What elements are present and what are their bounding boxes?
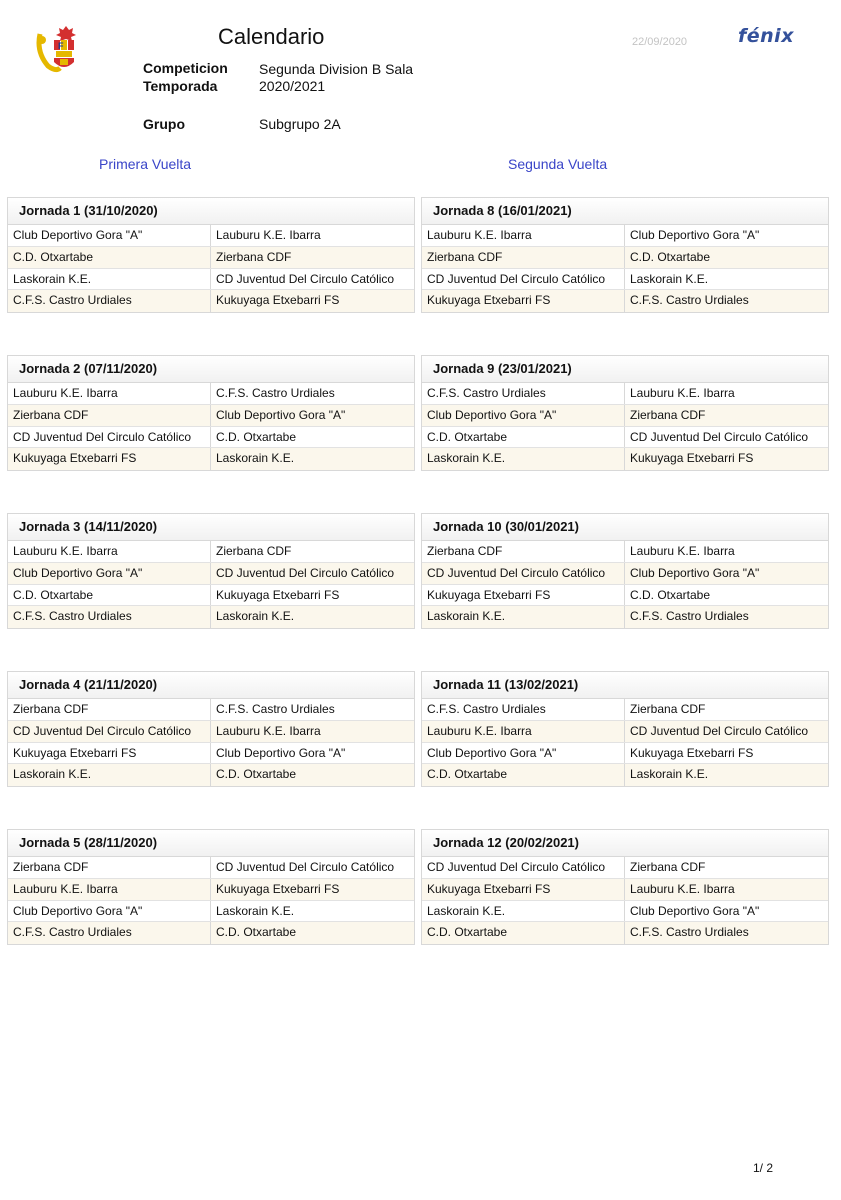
away-team: Lauburu K.E. Ibarra [630, 881, 735, 896]
away-team: C.F.S. Castro Urdiales [216, 386, 335, 400]
home-team: CD Juventud Del Circulo Católico [422, 857, 625, 878]
jornada-title: Jornada 12 (20/02/2021) [422, 830, 828, 857]
segunda-vuelta-heading: Segunda Vuelta [508, 156, 608, 172]
jornada-title: Jornada 1 (31/10/2020) [8, 198, 414, 225]
match-row [422, 585, 828, 607]
home-team: Zierbana CDF [422, 541, 625, 562]
print-date: 22/09/2020 [632, 36, 688, 48]
away-team: Zierbana CDF [216, 544, 292, 558]
temporada-label: Temporada [143, 78, 218, 94]
match-row [8, 857, 414, 879]
grupo-value: Subgrupo 2A [259, 116, 341, 132]
away-team: Lauburu K.E. Ibarra [630, 544, 735, 558]
away-team: Laskorain K.E. [216, 903, 295, 918]
jornada-table [7, 355, 415, 471]
away-team: C.D. Otxartabe [630, 249, 711, 264]
home-team: C.D. Otxartabe [8, 247, 211, 268]
home-team: Lauburu K.E. Ibarra [422, 225, 625, 246]
jornada-title: Jornada 9 (23/01/2021) [422, 356, 828, 383]
home-team: C.F.S. Castro Urdiales [8, 606, 211, 628]
match-row [8, 383, 414, 405]
away-team: Kukuyaga Etxebarri FS [216, 293, 340, 308]
home-team: Club Deportivo Gora "A" [422, 405, 625, 426]
away-team: Club Deportivo Gora "A" [216, 745, 346, 760]
jornada-table [7, 829, 415, 945]
home-team: Zierbana CDF [422, 247, 625, 268]
away-team: Zierbana CDF [216, 249, 292, 264]
jornada-table [421, 355, 829, 471]
home-team: Lauburu K.E. Ibarra [422, 721, 625, 742]
away-team: Club Deportivo Gora "A" [630, 565, 760, 580]
home-team: Club Deportivo Gora "A" [422, 743, 625, 764]
away-team: C.D. Otxartabe [216, 429, 297, 444]
jornada-table [421, 197, 829, 313]
match-row [422, 764, 828, 786]
match-row [8, 922, 414, 944]
match-row [422, 290, 828, 312]
home-team: C.D. Otxartabe [422, 427, 625, 448]
federation-logo [30, 22, 84, 74]
home-team: Kukuyaga Etxebarri FS [8, 448, 211, 470]
home-team: CD Juventud Del Circulo Católico [422, 563, 625, 584]
away-team: C.D. Otxartabe [216, 925, 297, 940]
away-team: C.F.S. Castro Urdiales [630, 293, 749, 308]
home-team: Kukuyaga Etxebarri FS [422, 879, 625, 900]
match-row [422, 743, 828, 765]
home-team: Club Deportivo Gora "A" [8, 901, 211, 922]
home-team: C.F.S. Castro Urdiales [422, 699, 625, 720]
away-team: Lauburu K.E. Ibarra [216, 228, 321, 242]
page-title: Calendario [218, 24, 325, 49]
jornada-table [7, 197, 415, 313]
home-team: Laskorain K.E. [422, 606, 625, 628]
match-row [8, 541, 414, 563]
match-row [422, 448, 828, 470]
away-team: C.F.S. Castro Urdiales [630, 925, 749, 940]
match-row [422, 721, 828, 743]
away-team: Kukuyaga Etxebarri FS [216, 881, 340, 896]
home-team: Club Deportivo Gora "A" [8, 563, 211, 584]
competicion-value: Segunda Division B Sala [259, 61, 414, 77]
page-number: 1/ 2 [753, 1161, 774, 1175]
home-team: Zierbana CDF [8, 857, 211, 878]
match-row [8, 699, 414, 721]
away-team: CD Juventud Del Circulo Católico [630, 723, 809, 738]
jornada-title: Jornada 2 (07/11/2020) [8, 356, 414, 383]
home-team: CD Juventud Del Circulo Católico [8, 721, 211, 742]
home-team: C.F.S. Castro Urdiales [8, 922, 211, 944]
svg-text:F: F [58, 41, 64, 51]
home-team: C.D. Otxartabe [8, 585, 211, 606]
away-team: Kukuyaga Etxebarri FS [216, 587, 340, 602]
away-team: Club Deportivo Gora "A" [216, 407, 346, 422]
jornada-title: Jornada 11 (13/02/2021) [422, 672, 828, 699]
match-row [8, 879, 414, 901]
away-team: Club Deportivo Gora "A" [630, 228, 760, 242]
jornada-title: Jornada 10 (30/01/2021) [422, 514, 828, 541]
jornada-title: Jornada 8 (16/01/2021) [422, 198, 828, 225]
home-team: CD Juventud Del Circulo Católico [422, 269, 625, 290]
match-row [8, 563, 414, 585]
match-row [422, 879, 828, 901]
home-team: Lauburu K.E. Ibarra [8, 879, 211, 900]
match-row [8, 585, 414, 607]
match-row [8, 427, 414, 449]
home-team: Zierbana CDF [8, 405, 211, 426]
match-row [422, 405, 828, 427]
jornada-table [421, 829, 829, 945]
brand-logo: fénix [738, 25, 794, 47]
home-team: Laskorain K.E. [8, 269, 211, 290]
away-team: CD Juventud Del Circulo Católico [630, 429, 809, 444]
match-row [422, 901, 828, 923]
home-team: Zierbana CDF [8, 699, 211, 720]
home-team: Kukuyaga Etxebarri FS [8, 743, 211, 764]
home-team: Kukuyaga Etxebarri FS [422, 585, 625, 606]
match-row [8, 743, 414, 765]
match-row [8, 721, 414, 743]
away-team: Lauburu K.E. Ibarra [630, 386, 735, 400]
away-team: Laskorain K.E. [630, 271, 709, 286]
home-team: C.D. Otxartabe [422, 922, 625, 944]
jornada-title: Jornada 3 (14/11/2020) [8, 514, 414, 541]
primera-vuelta-heading: Primera Vuelta [99, 156, 192, 172]
away-team: Lauburu K.E. Ibarra [216, 723, 321, 738]
away-team: C.F.S. Castro Urdiales [216, 702, 335, 716]
match-row [8, 405, 414, 427]
match-row [422, 269, 828, 291]
match-row [422, 857, 828, 879]
away-team: C.D. Otxartabe [630, 587, 711, 602]
home-team: Lauburu K.E. Ibarra [8, 541, 211, 562]
match-row [8, 448, 414, 470]
match-row [8, 901, 414, 923]
match-row [422, 699, 828, 721]
away-team: Laskorain K.E. [216, 451, 295, 466]
match-row [8, 764, 414, 786]
home-team: C.D. Otxartabe [422, 764, 625, 786]
home-team: CD Juventud Del Circulo Católico [8, 427, 211, 448]
match-row [422, 563, 828, 585]
jornada-title: Jornada 5 (28/11/2020) [8, 830, 414, 857]
away-team: C.D. Otxartabe [216, 767, 297, 782]
away-team: Zierbana CDF [630, 860, 706, 874]
match-row [8, 225, 414, 247]
jornada-table [7, 513, 415, 629]
away-team: CD Juventud Del Circulo Católico [216, 860, 395, 874]
away-team: Zierbana CDF [630, 702, 706, 716]
match-row [8, 606, 414, 628]
away-team: CD Juventud Del Circulo Católico [216, 565, 395, 580]
match-row [8, 269, 414, 291]
away-team: Kukuyaga Etxebarri FS [630, 451, 754, 466]
away-team: Laskorain K.E. [630, 767, 709, 782]
away-team: Kukuyaga Etxebarri FS [630, 745, 754, 760]
jornada-title: Jornada 4 (21/11/2020) [8, 672, 414, 699]
home-team: Club Deportivo Gora "A" [8, 225, 211, 246]
home-team: Laskorain K.E. [8, 764, 211, 786]
home-team: Lauburu K.E. Ibarra [8, 383, 211, 404]
away-team: CD Juventud Del Circulo Católico [216, 271, 395, 286]
home-team: C.F.S. Castro Urdiales [422, 383, 625, 404]
away-team: Zierbana CDF [630, 407, 706, 422]
match-row [8, 290, 414, 312]
temporada-value: 2020/2021 [259, 78, 326, 94]
home-team: Laskorain K.E. [422, 901, 625, 922]
jornada-table [421, 513, 829, 629]
home-team: C.F.S. Castro Urdiales [8, 290, 211, 312]
competicion-label: Competicion [143, 60, 228, 76]
match-row [422, 427, 828, 449]
match-row [422, 383, 828, 405]
home-team: Kukuyaga Etxebarri FS [422, 290, 625, 312]
match-row [422, 225, 828, 247]
grupo-label: Grupo [143, 116, 185, 132]
jornada-table [7, 671, 415, 787]
home-team: Laskorain K.E. [422, 448, 625, 470]
away-team: Club Deportivo Gora "A" [630, 903, 760, 918]
match-row [422, 247, 828, 269]
away-team: Laskorain K.E. [216, 609, 295, 624]
match-row [422, 922, 828, 944]
match-row [422, 606, 828, 628]
jornada-table [421, 671, 829, 787]
match-row [8, 247, 414, 269]
away-team: C.F.S. Castro Urdiales [630, 609, 749, 624]
match-row [422, 541, 828, 563]
